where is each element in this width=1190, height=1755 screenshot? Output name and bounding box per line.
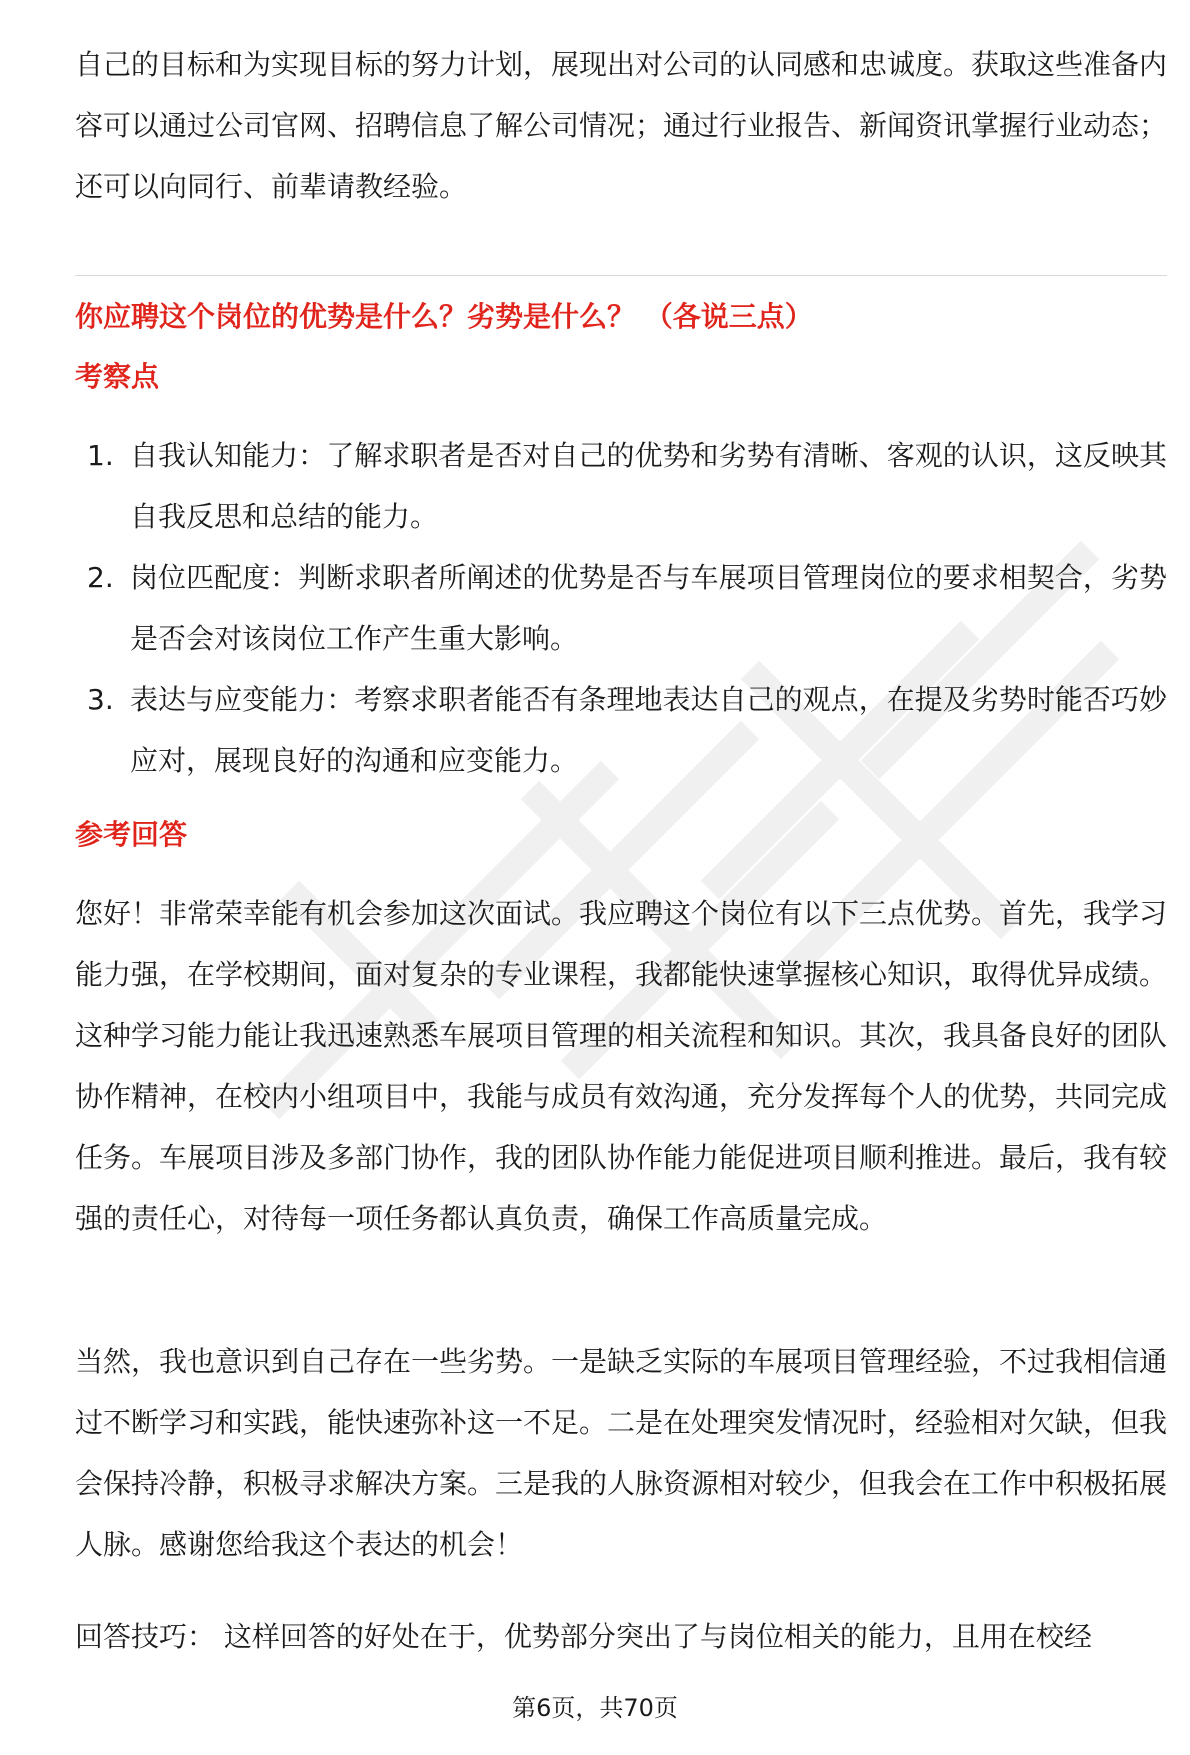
answer-heading: 参考回答 — [75, 818, 188, 851]
section-divider — [75, 275, 1167, 276]
list-number: 3. — [87, 683, 114, 716]
page-number: 第6页，共70页 — [512, 1694, 678, 1722]
list-item-text: 表达与应变能力：考察求职者能否有条理地表达自己的观点，在提及劣势时能否巧妙应对，展现良好的沟通和应变能力。 — [130, 683, 1167, 777]
answer-tips-block — [75, 1606, 1167, 1667]
examine-heading: 考察点 — [75, 360, 160, 393]
list-item — [75, 547, 1167, 669]
list-item — [75, 425, 1167, 547]
list-number: 1. — [87, 439, 114, 472]
answer-tips-paragraph: 回答技巧： 这样回答的好处在于，优势部分突出了与岗位相关的能力，且用在校经 — [75, 1620, 1092, 1653]
answer-paragraph-2-block — [75, 1331, 1167, 1575]
intro-paragraph: 自己的目标和为实现目标的努力计划，展现出对公司的认同感和忠诚度。获取这些准备内容可以通过公司官网、招聘信息了解公司情况；通过行业报告、新闻资讯掌握行业动态；还可以向同行、前辈请教经验。 — [75, 48, 1168, 203]
answer-paragraph-1-block — [75, 883, 1167, 1249]
question-title: 你应聘这个岗位的优势是什么？劣势是什么？ （各说三点） — [75, 300, 813, 333]
intro-section — [75, 34, 1167, 217]
answer-paragraph: 您好！非常荣幸能有机会参加这次面试。我应聘这个岗位有以下三点优势。首先，我学习能力强，在学校期间，面对复杂的专业课程，我都能快速掌握核心知识，取得优异成绩。这种学习能力能让我迅速熟悉车展项目管理的相关流程和知识。其次，我具备良好的团队协作精神，在校内小组项目中，我能与成员有效沟通，充分发挥每个人的优势，共同完成任务。车展项目涉及多部门协作，我的团队协作能力能促进项目顺利推进。最后，我有较强的责任心，对待每一项任务都认真负责，确保工作高质量完成。 — [75, 897, 1168, 1235]
list-number: 2. — [87, 561, 114, 594]
answer-paragraph: 当然，我也意识到自己存在一些劣势。一是缺乏实际的车展项目管理经验，不过我相信通过不断学习和实践，能快速弥补这一不足。二是在处理突发情况时，经验相对欠缺，但我会保持冷静，积极寻求解决方案。三是我的人脉资源相对较少，但我会在工作中积极拓展人脉。感谢您给我这个表达的机会！ — [75, 1345, 1168, 1561]
list-item — [75, 669, 1167, 791]
list-item-text: 自我认知能力：了解求职者是否对自己的优势和劣势有清晰、客观的认识，这反映其自我反思和总结的能力。 — [130, 439, 1167, 533]
list-item-text: 岗位匹配度：判断求职者所阐述的优势是否与车展项目管理岗位的要求相契合，劣势是否会对该岗位工作产生重大影响。 — [130, 561, 1167, 655]
examine-points — [75, 425, 1167, 791]
